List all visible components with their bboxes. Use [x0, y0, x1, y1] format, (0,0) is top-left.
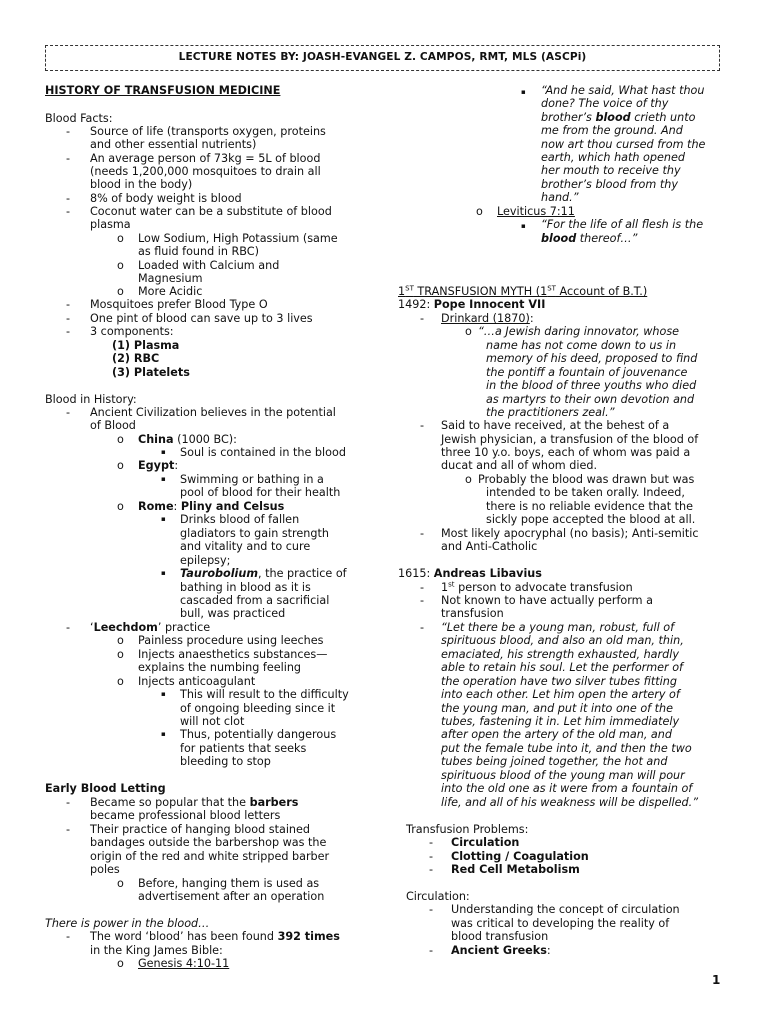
list-item: Most likely apocryphal (no basis); Anti-semitic	[441, 527, 699, 540]
list-item: pool of blood for their health	[180, 486, 341, 499]
myth-num: 1	[398, 285, 406, 298]
dash-bullet: -	[66, 621, 71, 634]
list-item: bathing in blood as it is	[180, 581, 311, 594]
bible-count-text: The word ‘blood’ has been found	[90, 930, 278, 943]
list-item: poles	[90, 863, 120, 876]
quote-line: spirituous blood, and also an old man, thin,	[441, 634, 684, 647]
rome-names: Pliny and Celsus	[180, 500, 285, 513]
quote-line: “Let there be a young man, robust, full of	[441, 621, 675, 634]
list-item: Jewish physician, a transfusion of the blood of	[441, 433, 699, 446]
bible-count: 392 times	[277, 930, 340, 943]
circle-bullet: o	[476, 205, 483, 218]
problem-item: Red Cell Metabolism	[451, 863, 580, 876]
china-label: China	[138, 433, 174, 446]
dash-bullet: -	[429, 836, 434, 849]
page-number: 1	[712, 973, 721, 987]
myth-title-end: Account of B.T.)	[555, 285, 648, 298]
blood-in-history-title: Blood in History:	[45, 393, 137, 406]
quote-line: the young man, and put it into one of the	[441, 702, 674, 715]
quote-line: the practitioners zeal.”	[486, 406, 615, 419]
blood-facts-title: Blood Facts:	[45, 112, 113, 125]
list-item: 8% of body weight is blood	[90, 192, 242, 205]
quote-line: “For the life of all flesh is the	[541, 218, 704, 231]
dash-bullet: -	[420, 419, 425, 432]
list-item: plasma	[90, 218, 131, 231]
quote-line: brother’s blood from thy	[541, 178, 678, 191]
circle-bullet: o	[117, 500, 124, 513]
list-item: origin of the red and white stripped barber	[90, 850, 330, 863]
transfusion-problems-title: Transfusion Problems:	[406, 823, 529, 836]
quote-line: emaciated, his strength exhausted, hardly	[441, 648, 679, 661]
list-item: Magnesium	[138, 272, 203, 285]
list-item	[90, 621, 210, 634]
quote-line: as martyrs to their own devotion and	[486, 393, 695, 406]
list-item: Thus, potentially dangerous	[180, 728, 337, 741]
myth-sup: ST	[405, 284, 414, 293]
dash-bullet: -	[420, 594, 425, 607]
list-item: bull, was practiced	[180, 607, 286, 620]
quote-line: life, and all of his weakness will be dispelled.”	[441, 796, 699, 809]
list-item: Coconut water can be a substitute of blood	[90, 205, 332, 218]
list-item: Ancient Civilization believes in the potential	[90, 406, 336, 419]
list-item: Understanding the concept of circulation	[451, 903, 680, 916]
list-item: blood transfusion	[451, 930, 549, 943]
list-item	[441, 581, 633, 594]
list-item: in the King James Bible:	[90, 944, 223, 957]
barbers-term: barbers	[249, 796, 299, 809]
leech-close-quote: ’ practice	[157, 621, 211, 634]
quote-line: spirituous blood of the young man will pour	[441, 769, 685, 782]
quote-line: her mouth to receive thy	[541, 164, 681, 177]
list-item: bleeding to stop	[180, 755, 271, 768]
list-item: Said to have received, at the behest of a	[441, 419, 670, 432]
ancient-greeks-label: Ancient Greeks	[451, 944, 547, 957]
drinkard-colon: :	[529, 312, 534, 325]
list-item: for patients that seeks	[180, 742, 307, 755]
dash-bullet: -	[66, 325, 71, 338]
circle-bullet: o	[117, 232, 124, 245]
list-item: sickly pope accepted the blood at all.	[486, 513, 696, 526]
list-item: ducat and all of whom died.	[441, 459, 598, 472]
list-item: An average person of 73kg = 5L of blood	[90, 152, 321, 165]
list-item: bandages outside the barbershop was the	[90, 836, 327, 849]
dash-bullet: -	[66, 205, 71, 218]
list-item: Before, hanging them is used as	[138, 877, 320, 890]
square-bullet: ▪	[161, 515, 166, 523]
problem-item: Clotting / Coagulation	[451, 850, 589, 863]
circulation-title: Circulation:	[406, 890, 470, 903]
dash-bullet: -	[420, 312, 425, 325]
rome-label: Rome	[138, 500, 174, 513]
circle-bullet: o	[117, 634, 124, 647]
list-item: Not known to have actually perform a	[441, 594, 653, 607]
square-bullet: ▪	[161, 569, 166, 577]
quote-line: me from the ground. And	[541, 124, 683, 137]
list-item: 3 components:	[90, 325, 174, 338]
leech-open-quote: ‘	[90, 621, 94, 634]
list-item: became professional blood letters	[90, 809, 281, 822]
list-item: of Blood	[90, 419, 136, 432]
pope-line	[398, 298, 545, 311]
list-item: blood in the body)	[90, 178, 193, 191]
list-item: One pint of blood can save up to 3 lives	[90, 312, 313, 325]
list-item: Their practice of hanging blood stained	[90, 823, 311, 836]
list-item	[138, 433, 237, 446]
list-item: explains the numbing feeling	[138, 661, 302, 674]
quote-line: the operation have two silver tubes fitting	[441, 675, 677, 688]
square-bullet: ▪	[161, 448, 166, 456]
list-item: Mosquitoes prefer Blood Type O	[90, 298, 268, 311]
dash-bullet: -	[420, 527, 425, 540]
ancient-greeks-colon: :	[546, 944, 551, 957]
dash-bullet: -	[66, 125, 71, 138]
quote-line	[541, 232, 637, 245]
square-bullet: ▪	[521, 222, 526, 230]
list-item: Low Sodium, High Potassium (same	[138, 232, 338, 245]
quote-text: thereof…”	[576, 232, 638, 245]
list-item: Injects anaesthetics substances—	[138, 648, 328, 661]
libavius-year: 1615:	[398, 567, 434, 580]
barbers-text: Became so popular that the	[90, 796, 250, 809]
drinkard-line	[441, 312, 534, 325]
pope-year: 1492:	[398, 298, 434, 311]
dash-bullet: -	[66, 192, 71, 205]
list-item: cascaded from a sacrificial	[180, 594, 330, 607]
quote-line: “…a Jewish daring innovator, whose	[478, 325, 680, 338]
circle-bullet: o	[465, 473, 472, 486]
circle-bullet: o	[465, 325, 472, 338]
list-item: will not clot	[180, 715, 245, 728]
quote-line: tubes being joined together, the hot and	[441, 755, 668, 768]
list-item: three 10 y.o. boys, each of whom was paid a	[441, 446, 691, 459]
list-item: and vitality and to cure	[180, 540, 311, 553]
square-bullet: ▪	[161, 690, 166, 698]
list-item: Swimming or bathing in a	[180, 473, 324, 486]
list-item: advertisement after an operation	[138, 890, 325, 903]
dash-bullet: -	[420, 621, 425, 634]
quote-line: name has not come down to us in	[486, 339, 677, 352]
list-item: Injects anticoagulant	[138, 675, 256, 688]
circle-bullet: o	[117, 877, 124, 890]
quote-line: “And he said, What hast thou	[541, 84, 705, 97]
square-bullet: ▪	[161, 475, 166, 483]
problem-item: Circulation	[451, 836, 520, 849]
list-item: More Acidic	[138, 285, 203, 298]
quote-line: the pontiff a fountain of jouvenance	[486, 366, 688, 379]
section-heading: HISTORY OF TRANSFUSION MEDICINE	[45, 84, 281, 97]
list-item	[138, 500, 284, 513]
egypt-colon: :	[174, 459, 179, 472]
list-item: and other essential nutrients)	[90, 138, 257, 151]
quote-line: into the old one as it were from a fountain of	[441, 782, 693, 795]
circle-bullet: o	[117, 433, 124, 446]
libavius-name: Andreas Libavius	[433, 567, 542, 580]
myth-title: TRANSFUSION MYTH (1	[413, 285, 548, 298]
quote-line: put the female tube into it, and then the two	[441, 742, 692, 755]
quote-line: able to retain his soul. Let the performer of	[441, 661, 684, 674]
taurobolium-text: , the practice of	[258, 567, 347, 580]
list-item	[451, 944, 551, 957]
component-item: (2) RBC	[112, 352, 160, 365]
circle-bullet: o	[117, 459, 124, 472]
list-item: Drinks blood of fallen	[180, 513, 300, 526]
transfusion-myth-heading	[398, 285, 647, 298]
quote-line	[541, 111, 695, 124]
circle-bullet: o	[117, 675, 124, 688]
quote-line: tubes, fastening it in. Let him immediately	[441, 715, 680, 728]
list-item	[138, 459, 178, 472]
power-in-blood-title: There is power in the blood…	[45, 917, 210, 930]
dash-bullet: -	[66, 152, 71, 165]
quote-line: hand.”	[541, 191, 579, 204]
egypt-label: Egypt	[138, 459, 175, 472]
list-item	[90, 796, 298, 809]
dash-bullet: -	[420, 581, 425, 594]
list-item	[90, 930, 340, 943]
circle-bullet: o	[117, 957, 124, 970]
dash-bullet: -	[66, 406, 71, 419]
circle-bullet: o	[117, 648, 124, 661]
list-item: Soul is contained in the blood	[180, 446, 346, 459]
quote-text: brother’s	[541, 111, 596, 124]
genesis-reference: Genesis 4:10-11	[138, 957, 230, 970]
drinkard-reference: Drinkard (1870)	[441, 312, 530, 325]
list-item: (needs 1,200,000 mosquitoes to drain all	[90, 165, 321, 178]
dash-bullet: -	[66, 796, 71, 809]
lecture-header	[45, 45, 720, 71]
list-item: transfusion	[441, 607, 504, 620]
component-item: (3) Platelets	[112, 366, 190, 379]
quote-line: into each other. Let him open the artery of	[441, 688, 680, 701]
dash-bullet: -	[66, 930, 71, 943]
list-item: of ongoing bleeding since it	[180, 702, 336, 715]
list-item: Loaded with Calcium and	[138, 259, 280, 272]
component-item: (1) Plasma	[112, 339, 180, 352]
quote-line: now art thou cursed from the	[541, 138, 706, 151]
quote-line: done? The voice of thy	[541, 97, 669, 110]
quote-blood: blood	[595, 111, 631, 124]
quote-line: in the blood of three youths who died	[486, 379, 697, 392]
list-item: This will result to the difficulty	[180, 688, 349, 701]
list-item: as fluid found in RBC)	[138, 245, 259, 258]
taurobolium-term: Taurobolium	[180, 567, 259, 580]
square-bullet: ▪	[521, 88, 526, 96]
early-blood-letting-title: Early Blood Letting	[45, 782, 166, 795]
list-item	[180, 567, 347, 580]
leviticus-reference: Leviticus 7:11	[497, 205, 575, 218]
dash-bullet: -	[429, 850, 434, 863]
dash-bullet: -	[429, 944, 434, 957]
quote-line: after open the artery of the old man, and	[441, 728, 672, 741]
list-item: gladiators to gain strength	[180, 527, 329, 540]
dash-bullet: -	[429, 863, 434, 876]
leechdom-term: Leechdom	[93, 621, 158, 634]
list-item: Painless procedure using leeches	[138, 634, 324, 647]
dash-bullet: -	[66, 298, 71, 311]
quote-line: earth, which hath opened	[541, 151, 685, 164]
ordinal: 1	[441, 581, 449, 594]
list-item: epilepsy;	[180, 554, 231, 567]
circle-bullet: o	[117, 259, 124, 272]
list-item-text: person to advocate transfusion	[454, 581, 633, 594]
quote-blood: blood	[541, 232, 577, 245]
libavius-line	[398, 567, 542, 580]
list-item: Probably the blood was drawn but was	[478, 473, 695, 486]
china-date: (1000 BC):	[173, 433, 237, 446]
list-item: and Anti-Catholic	[441, 540, 538, 553]
square-bullet: ▪	[161, 730, 166, 738]
list-item: was critical to developing the reality of	[451, 917, 670, 930]
list-item: Source of life (transports oxygen, proteins	[90, 125, 326, 138]
list-item: there is no reliable evidence that the	[486, 500, 694, 513]
quote-line: memory of his deed, proposed to find	[486, 352, 698, 365]
quote-text: crieth unto	[630, 111, 696, 124]
dash-bullet: -	[66, 312, 71, 325]
circle-bullet: o	[117, 285, 124, 298]
rome-colon: :	[173, 500, 181, 513]
list-item: intended to be taken orally. Indeed,	[486, 486, 685, 499]
header-title: LECTURE NOTES BY: JOASH-EVANGEL Z. CAMPOS, RMT, MLS (ASCPi)	[178, 51, 587, 63]
ordinal-sup: st	[448, 580, 455, 589]
dash-bullet: -	[66, 823, 71, 836]
dash-bullet: -	[429, 903, 434, 916]
myth-sup: ST	[547, 284, 556, 293]
pope-name: Pope Innocent VII	[433, 298, 546, 311]
